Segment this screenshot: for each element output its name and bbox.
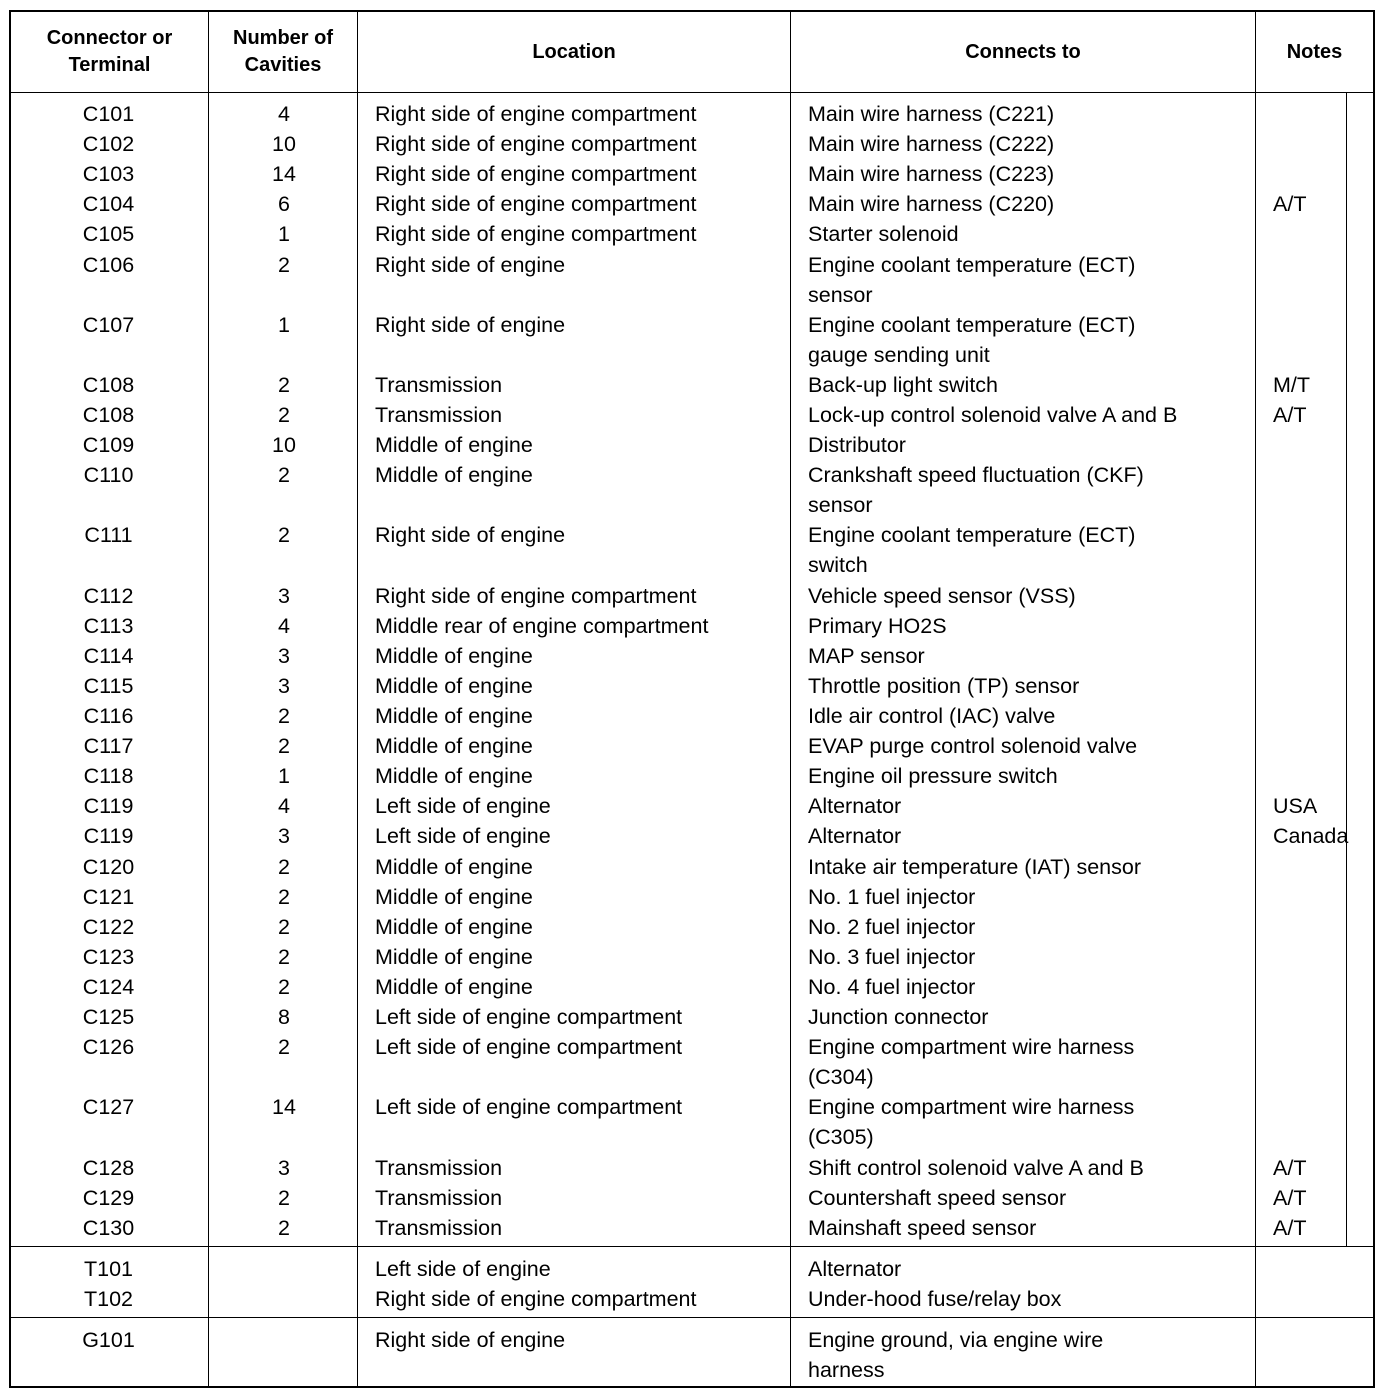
header-cavities [209,12,357,92]
cavities-cell: 8 [278,1005,290,1029]
terminal-cell: C129 [82,1185,135,1210]
cavities-cell: 14 [272,162,296,187]
connects-to-cell: Engine ground, via engine wire [808,1328,1104,1352]
location-cell: Transmission [375,403,503,427]
location-cell: Middle of engine [375,463,533,488]
cavities-cell: 1 [278,764,290,789]
connects-to-cell: Starter solenoid [808,222,959,247]
header-connects-to-label: Connects to [965,40,1081,63]
location-cell: Middle of engine [375,974,533,999]
cavities-cell: 2 [278,914,290,939]
connects-to-cell: EVAP purge control solenoid valve [808,734,1138,759]
location-cell: Middle of engine [375,704,533,728]
cavities-cell: 14 [272,1095,296,1120]
location-cell: Transmission [375,1155,503,1180]
notes-cell: A/T [1273,1155,1307,1180]
cavities-cell: 2 [278,974,290,999]
notes-column-right-border [1346,92,1347,1246]
terminal-cell: C120 [82,854,135,879]
terminal-cell: C112 [83,583,134,608]
terminal-cell: C115 [83,673,134,698]
location-cell: Right side of engine [375,1328,566,1352]
location-cell: Middle of engine [375,734,533,759]
header-location [358,12,790,92]
header-location-label: Location [532,40,616,63]
cavities-cell: 2 [278,252,290,277]
terminal-cell: C116 [83,704,134,728]
terminal-cell: C111 [84,523,133,548]
location-cell: Transmission [375,372,503,397]
connects-to-cell: No. 1 fuel injector [808,884,976,909]
location-cell: Left side of engine [375,794,551,819]
location-cell: Right side of engine compartment [375,583,697,608]
terminal-cell: C102 [82,132,135,157]
cavities-cell: 2 [278,1185,290,1210]
cavities-cell: 2 [278,884,290,909]
connects-to-cell: Mainshaft speed sensor [808,1215,1037,1240]
header-connects-to [791,12,1255,92]
cavities-cell: 3 [278,673,290,698]
connects-to-cell: sensor [808,493,873,518]
column-divider [790,12,791,1386]
connects-to-cell: Main wire harness (C220) [808,192,1055,217]
cavities-cell: 2 [278,1035,290,1060]
connects-to-cell: gauge sending unit [808,342,990,367]
terminal-cell: C103 [82,162,135,187]
location-cell: Right side of engine compartment [375,132,697,157]
cavities-cell: 1 [278,222,290,247]
location-cell: Right side of engine compartment [375,222,697,247]
connects-to-cell: Alternator [808,824,902,849]
location-cell: Right side of engine compartment [375,162,697,187]
connects-to-cell: Engine coolant temperature (ECT) [808,252,1136,277]
location-cell: Transmission [375,1215,503,1240]
notes-cell: A/T [1273,192,1307,217]
location-cell: Right side of engine [375,312,566,337]
terminal-cell: C130 [82,1215,135,1240]
connects-to-cell: Alternator [808,1257,902,1281]
notes-cell: Canada [1273,824,1349,849]
connects-to-cell: Countershaft speed sensor [808,1185,1067,1210]
terminal-cell: T101 [83,1257,133,1281]
connects-to-cell: Distributor [808,433,906,458]
terminal-cell: C124 [82,974,135,999]
terminal-cell: C118 [83,764,134,789]
location-cell: Left side of engine compartment [375,1005,683,1029]
terminal-cell: C119 [83,794,134,819]
cavities-cell: 3 [278,583,290,608]
connects-to-cell: Engine compartment wire harness [808,1035,1135,1060]
terminal-cell: C127 [82,1095,135,1120]
connects-to-cell: harness [808,1358,885,1383]
connects-to-cell: Junction connector [808,1005,989,1029]
connects-to-cell: Intake air temperature (IAT) sensor [808,854,1141,879]
header-divider [11,92,1373,93]
connects-to-cell: switch [808,553,868,578]
connects-to-cell: (C305) [808,1125,874,1150]
cavities-cell: 3 [278,1155,290,1180]
terminal-cell: C123 [82,944,135,969]
connects-to-cell: No. 2 fuel injector [808,914,976,939]
cavities-cell: 4 [278,102,290,126]
terminal-cell: C107 [82,312,135,337]
connects-to-cell: Crankshaft speed fluctuation (CKF) [808,463,1144,488]
header-notes-label: Notes [1286,40,1343,63]
location-cell: Middle of engine [375,944,533,969]
location-cell: Right side of engine [375,252,566,277]
terminal-cell: C101 [82,102,135,126]
terminal-cell: G101 [82,1328,135,1352]
terminal-cell: C113 [83,613,134,638]
location-cell: Right side of engine compartment [375,192,697,217]
connector-table [9,10,1375,1388]
connects-to-cell: Engine coolant temperature (ECT) [808,312,1136,337]
notes-cell: A/T [1273,1185,1307,1210]
notes-cell: A/T [1273,403,1307,427]
column-divider [1255,12,1256,1386]
connects-to-cell: Main wire harness (C221) [808,102,1055,126]
notes-cell: M/T [1273,372,1311,397]
header-terminal [11,12,208,92]
location-cell: Middle of engine [375,433,533,458]
terminal-cell: C106 [82,252,135,277]
terminal-cell: C125 [82,1005,135,1029]
location-cell: Right side of engine compartment [375,102,697,126]
connects-to-cell: Alternator [808,794,902,819]
cavities-cell: 1 [278,312,290,337]
cavities-cell: 2 [278,372,290,397]
terminal-cell: C108 [82,372,135,397]
cavities-cell: 2 [278,704,290,728]
location-cell: Middle of engine [375,884,533,909]
location-cell: Left side of engine compartment [375,1035,683,1060]
cavities-cell: 2 [278,944,290,969]
location-cell: Left side of engine compartment [375,1095,683,1120]
terminal-cell: C122 [82,914,135,939]
cavities-cell: 2 [278,1215,290,1240]
cavities-cell: 6 [278,192,290,217]
connects-to-cell: Engine coolant temperature (ECT) [808,523,1136,548]
cavities-cell: 10 [272,433,296,458]
connects-to-cell: Main wire harness (C222) [808,132,1055,157]
terminal-cell: C117 [83,734,134,759]
cavities-cell: 2 [278,854,290,879]
location-cell: Transmission [375,1185,503,1210]
cavities-cell: 2 [278,734,290,759]
location-cell: Right side of engine [375,523,566,548]
connects-to-cell: MAP sensor [808,643,925,668]
connects-to-cell: Primary HO2S [808,613,947,638]
cavities-cell: 2 [278,523,290,548]
location-cell: Right side of engine compartment [375,1287,697,1312]
cavities-cell: 2 [278,463,290,488]
section-divider [11,1317,1373,1318]
connects-to-cell: Idle air control (IAC) valve [808,704,1056,728]
location-cell: Middle of engine [375,914,533,939]
location-cell: Middle of engine [375,643,533,668]
cavities-cell: 4 [278,613,290,638]
header-terminal-label: Connector or Terminal [46,27,173,76]
location-cell: Left side of engine [375,1257,551,1281]
terminal-cell: C109 [82,433,135,458]
notes-cell: A/T [1273,1215,1307,1240]
location-cell: Middle rear of engine compartment [375,613,709,638]
connects-to-cell: Throttle position (TP) sensor [808,673,1080,698]
terminal-cell: C114 [83,643,134,668]
section-divider [11,1246,1373,1247]
header-notes [1256,12,1373,92]
location-cell: Middle of engine [375,854,533,879]
cavities-cell: 10 [272,132,296,157]
cavities-cell: 2 [278,403,290,427]
cavities-cell: 4 [278,794,290,819]
location-cell: Middle of engine [375,764,533,789]
connects-to-cell: Engine compartment wire harness [808,1095,1135,1120]
cavities-cell: 3 [278,643,290,668]
terminal-cell: C119 [83,824,134,849]
connects-to-cell: No. 4 fuel injector [808,974,976,999]
terminal-cell: C121 [82,884,135,909]
terminal-cell: C126 [82,1035,135,1060]
notes-cell: USA [1273,794,1318,819]
connects-to-cell: Back-up light switch [808,372,998,397]
connects-to-cell: Shift control solenoid valve A and B [808,1155,1144,1180]
terminal-cell: C110 [83,463,134,488]
connects-to-cell: sensor [808,282,873,307]
connects-to-cell: (C304) [808,1065,874,1090]
connects-to-cell: Engine oil pressure switch [808,764,1058,789]
connects-to-cell: Under-hood fuse/relay box [808,1287,1062,1312]
cavities-cell: 3 [278,824,290,849]
terminal-cell: C105 [82,222,135,247]
connects-to-cell: No. 3 fuel injector [808,944,976,969]
terminal-cell: C108 [82,403,135,427]
connects-to-cell: Vehicle speed sensor (VSS) [808,583,1076,608]
connects-to-cell: Main wire harness (C223) [808,162,1055,187]
terminal-cell: C104 [82,192,135,217]
location-cell: Left side of engine [375,824,551,849]
connects-to-cell: Lock-up control solenoid valve A and B [808,403,1178,427]
header-cavities-label: Number of Cavities [233,27,333,76]
terminal-cell: C128 [82,1155,135,1180]
location-cell: Middle of engine [375,673,533,698]
terminal-cell: T102 [83,1287,133,1312]
